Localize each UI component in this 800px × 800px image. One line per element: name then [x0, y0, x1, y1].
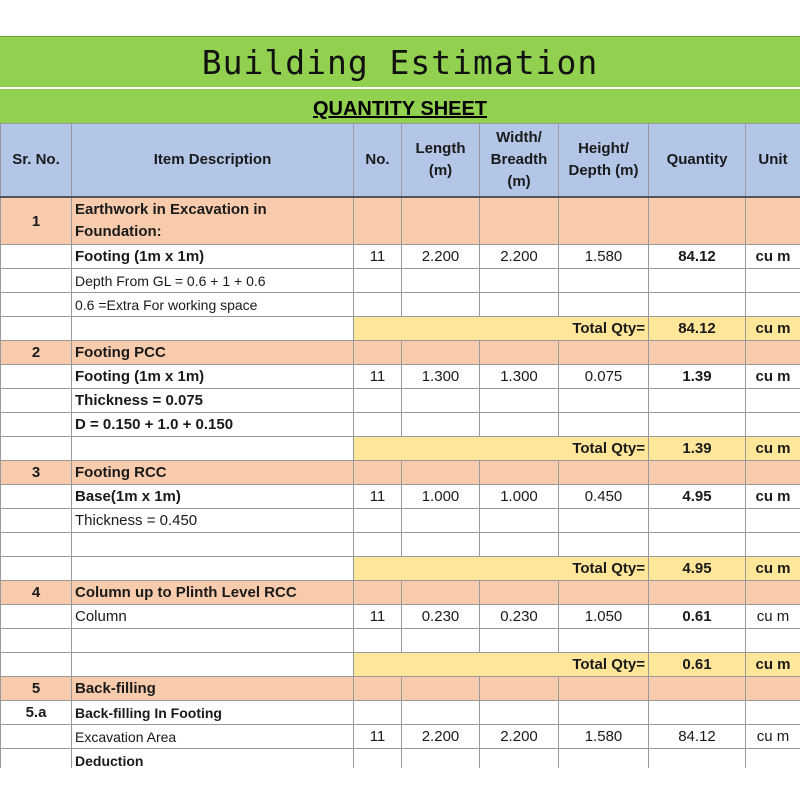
quantity-cell[interactable]: 84.12 — [649, 725, 746, 749]
quantity-cell[interactable]: 0.61 — [649, 605, 746, 629]
header-item-description[interactable]: Item Description — [72, 124, 354, 198]
empty-cell[interactable] — [72, 317, 354, 341]
empty-cell[interactable] — [72, 629, 354, 653]
empty-cell[interactable] — [1, 413, 72, 437]
header-width[interactable]: Width/ Breadth (m) — [480, 124, 559, 198]
empty-cell[interactable] — [354, 197, 402, 245]
empty-cell[interactable] — [480, 413, 559, 437]
empty-cell[interactable] — [1, 533, 72, 557]
empty-cell[interactable] — [1, 509, 72, 533]
empty-cell[interactable] — [480, 677, 559, 701]
empty-cell[interactable] — [480, 701, 559, 725]
header-no[interactable]: No. — [354, 124, 402, 198]
empty-cell[interactable] — [559, 461, 649, 485]
empty-cell[interactable] — [746, 293, 800, 317]
empty-cell[interactable] — [649, 413, 746, 437]
empty-cell[interactable] — [354, 509, 402, 533]
quantity-cell[interactable]: 4.95 — [649, 485, 746, 509]
empty-cell[interactable] — [746, 629, 800, 653]
header-length[interactable]: Length (m) — [402, 124, 480, 198]
table-row — [1, 629, 800, 653]
empty-cell[interactable] — [480, 269, 559, 293]
table-row — [1, 245, 800, 269]
empty-cell[interactable] — [354, 269, 402, 293]
sr-cell[interactable]: 3 — [1, 461, 72, 485]
empty-cell[interactable] — [649, 341, 746, 365]
empty-cell[interactable] — [1, 317, 72, 341]
item-desc[interactable]: Base(1m x 1m) — [72, 485, 354, 509]
total-unit[interactable]: cu m — [746, 653, 800, 677]
height-cell[interactable]: 1.580 — [559, 725, 649, 749]
height-cell[interactable]: 0.450 — [559, 485, 649, 509]
no-cell[interactable]: 11 — [354, 725, 402, 749]
table-row — [1, 269, 800, 293]
empty-cell[interactable] — [402, 509, 480, 533]
total-label[interactable]: Total Qty= — [354, 437, 649, 461]
empty-cell[interactable] — [559, 629, 649, 653]
sr-cell[interactable]: 2 — [1, 341, 72, 365]
empty-cell[interactable] — [72, 437, 354, 461]
total-unit[interactable]: cu m — [746, 557, 800, 581]
empty-cell[interactable] — [72, 653, 354, 677]
table-row — [1, 725, 800, 749]
total-row — [1, 437, 800, 461]
empty-cell[interactable] — [559, 389, 649, 413]
no-cell[interactable]: 11 — [354, 485, 402, 509]
width-cell[interactable]: 1.300 — [480, 365, 559, 389]
empty-cell[interactable] — [480, 581, 559, 605]
empty-cell[interactable] — [559, 269, 649, 293]
table-row — [1, 485, 800, 509]
unit-cell[interactable]: cu m — [746, 605, 800, 629]
table-row — [1, 293, 800, 317]
empty-cell[interactable] — [402, 293, 480, 317]
section-title[interactable]: Earthwork in Excavation in Foundation: — [72, 197, 354, 245]
empty-cell[interactable] — [746, 413, 800, 437]
quantity-cell[interactable]: 1.39 — [649, 365, 746, 389]
total-label[interactable]: Total Qty= — [354, 653, 649, 677]
empty-cell[interactable] — [402, 701, 480, 725]
empty-cell[interactable] — [480, 629, 559, 653]
sub-section-title[interactable]: Back-filling In Footing — [72, 701, 354, 725]
table-row — [1, 365, 800, 389]
empty-cell[interactable] — [1, 389, 72, 413]
empty-cell[interactable] — [559, 341, 649, 365]
empty-cell[interactable] — [354, 413, 402, 437]
empty-cell[interactable] — [402, 341, 480, 365]
empty-cell[interactable] — [649, 581, 746, 605]
table-row — [1, 413, 800, 437]
length-cell[interactable]: 2.200 — [402, 725, 480, 749]
note-cell[interactable]: Thickness = 0.075 — [72, 389, 354, 413]
section-row — [1, 677, 800, 701]
empty-cell[interactable] — [354, 701, 402, 725]
empty-cell[interactable] — [649, 197, 746, 245]
total-unit[interactable]: cu m — [746, 317, 800, 341]
empty-cell[interactable] — [649, 701, 746, 725]
empty-cell[interactable] — [402, 389, 480, 413]
empty-cell[interactable] — [480, 461, 559, 485]
empty-cell[interactable] — [746, 341, 800, 365]
empty-cell[interactable] — [480, 341, 559, 365]
section-title[interactable]: Footing PCC — [72, 341, 354, 365]
unit-cell[interactable]: cu m — [746, 245, 800, 269]
no-cell[interactable]: 11 — [354, 245, 402, 269]
note-cell[interactable]: Deduction — [72, 749, 354, 773]
section-row — [1, 461, 800, 485]
empty-cell[interactable] — [1, 365, 72, 389]
note-cell[interactable]: Thickness = 0.450 — [72, 509, 354, 533]
length-cell[interactable]: 1.300 — [402, 365, 480, 389]
empty-cell[interactable] — [559, 701, 649, 725]
item-desc[interactable]: Footing (1m x 1m) — [72, 245, 354, 269]
total-unit[interactable]: cu m — [746, 437, 800, 461]
item-desc[interactable]: Column — [72, 605, 354, 629]
header-height[interactable]: Height/ Depth (m) — [559, 124, 649, 198]
subtitle-banner — [0, 87, 800, 123]
empty-cell[interactable] — [1, 293, 72, 317]
sr-cell[interactable]: 5 — [1, 677, 72, 701]
section-title[interactable]: Column up to Plinth Level RCC — [72, 581, 354, 605]
table-row — [1, 509, 800, 533]
sr-cell[interactable]: 1 — [1, 197, 72, 245]
empty-cell[interactable] — [480, 533, 559, 557]
item-desc[interactable]: Footing (1m x 1m) — [72, 365, 354, 389]
empty-cell[interactable] — [72, 533, 354, 557]
unit-cell[interactable]: cu m — [746, 485, 800, 509]
note-cell[interactable]: D = 0.150 + 1.0 + 0.150 — [72, 413, 354, 437]
width-cell[interactable]: 2.200 — [480, 725, 559, 749]
empty-cell[interactable] — [480, 293, 559, 317]
table-row — [1, 533, 800, 557]
empty-cell[interactable] — [559, 581, 649, 605]
empty-cell[interactable] — [649, 461, 746, 485]
height-cell[interactable]: 1.580 — [559, 245, 649, 269]
empty-cell[interactable] — [649, 269, 746, 293]
empty-cell[interactable] — [559, 293, 649, 317]
sheet-title: Building Estimation — [201, 42, 599, 82]
height-cell[interactable]: 1.050 — [559, 605, 649, 629]
empty-cell[interactable] — [746, 701, 800, 725]
empty-cell[interactable] — [402, 629, 480, 653]
empty-cell[interactable] — [746, 389, 800, 413]
empty-cell[interactable] — [1, 653, 72, 677]
height-cell[interactable]: 0.075 — [559, 365, 649, 389]
total-quantity[interactable]: 4.95 — [649, 557, 746, 581]
empty-cell[interactable] — [480, 197, 559, 245]
empty-cell[interactable] — [746, 461, 800, 485]
empty-cell[interactable] — [354, 341, 402, 365]
sr-cell[interactable]: 4 — [1, 581, 72, 605]
sub-sr-cell[interactable]: 5.a — [1, 701, 72, 725]
empty-cell[interactable] — [746, 677, 800, 701]
empty-cell[interactable] — [649, 629, 746, 653]
empty-cell[interactable] — [72, 557, 354, 581]
empty-cell[interactable] — [402, 677, 480, 701]
no-cell[interactable]: 11 — [354, 605, 402, 629]
total-row — [1, 653, 800, 677]
total-label[interactable]: Total Qty= — [354, 557, 649, 581]
total-row — [1, 317, 800, 341]
empty-cell[interactable] — [1, 725, 72, 749]
empty-cell[interactable] — [402, 533, 480, 557]
header-quantity[interactable]: Quantity — [649, 124, 746, 198]
total-quantity[interactable]: 0.61 — [649, 653, 746, 677]
empty-cell[interactable] — [402, 413, 480, 437]
empty-cell[interactable] — [480, 389, 559, 413]
empty-cell[interactable] — [402, 197, 480, 245]
empty-cell[interactable] — [1, 605, 72, 629]
header-row — [1, 124, 800, 198]
empty-cell[interactable] — [402, 461, 480, 485]
note-cell[interactable]: Depth From GL = 0.6 + 1 + 0.6 — [72, 269, 354, 293]
quantity-cell[interactable]: 84.12 — [649, 245, 746, 269]
quantity-sheet — [0, 36, 800, 773]
section-title[interactable]: Footing RCC — [72, 461, 354, 485]
empty-cell[interactable] — [559, 509, 649, 533]
empty-cell[interactable] — [746, 197, 800, 245]
empty-cell[interactable] — [354, 677, 402, 701]
title-banner — [0, 36, 800, 87]
section-row — [1, 341, 800, 365]
total-label[interactable]: Total Qty= — [354, 317, 649, 341]
empty-cell[interactable] — [649, 509, 746, 533]
sheet-subtitle: QUANTITY SHEET — [312, 98, 488, 120]
table-row — [1, 389, 800, 413]
note-cell[interactable]: 0.6 =Extra For working space — [72, 293, 354, 317]
empty-cell[interactable] — [746, 269, 800, 293]
item-desc[interactable]: Excavation Area — [72, 725, 354, 749]
empty-cell[interactable] — [354, 293, 402, 317]
length-cell[interactable]: 0.230 — [402, 605, 480, 629]
empty-cell[interactable] — [746, 533, 800, 557]
no-cell[interactable]: 11 — [354, 365, 402, 389]
width-cell[interactable]: 1.000 — [480, 485, 559, 509]
header-unit[interactable]: Unit — [746, 124, 800, 198]
empty-cell[interactable] — [649, 533, 746, 557]
empty-cell[interactable] — [559, 533, 649, 557]
table-row — [1, 701, 800, 725]
length-cell[interactable]: 1.000 — [402, 485, 480, 509]
empty-cell[interactable] — [480, 509, 559, 533]
unit-cell[interactable]: cu m — [746, 365, 800, 389]
empty-cell[interactable] — [649, 677, 746, 701]
empty-cell[interactable] — [746, 581, 800, 605]
empty-cell[interactable] — [354, 461, 402, 485]
empty-cell[interactable] — [559, 677, 649, 701]
section-row — [1, 581, 800, 605]
header-sr-no[interactable]: Sr. No. — [1, 124, 72, 198]
width-cell[interactable]: 2.200 — [480, 245, 559, 269]
empty-cell[interactable] — [1, 437, 72, 461]
empty-cell[interactable] — [402, 269, 480, 293]
unit-cell[interactable]: cu m — [746, 725, 800, 749]
empty-cell[interactable] — [354, 389, 402, 413]
total-row — [1, 557, 800, 581]
length-cell[interactable]: 2.200 — [402, 245, 480, 269]
section-row — [1, 197, 800, 245]
empty-cell[interactable] — [402, 581, 480, 605]
empty-cell[interactable] — [1, 269, 72, 293]
bottom-mask — [0, 768, 800, 800]
empty-cell[interactable] — [1, 629, 72, 653]
total-quantity[interactable]: 84.12 — [649, 317, 746, 341]
estimation-table — [0, 123, 800, 773]
empty-cell[interactable] — [649, 389, 746, 413]
empty-cell[interactable] — [354, 581, 402, 605]
empty-cell[interactable] — [559, 413, 649, 437]
empty-cell[interactable] — [746, 509, 800, 533]
section-title[interactable]: Back-filling — [72, 677, 354, 701]
empty-cell[interactable] — [354, 533, 402, 557]
empty-cell[interactable] — [354, 629, 402, 653]
empty-cell[interactable] — [1, 557, 72, 581]
width-cell[interactable]: 0.230 — [480, 605, 559, 629]
empty-cell[interactable] — [1, 245, 72, 269]
empty-cell[interactable] — [649, 293, 746, 317]
total-quantity[interactable]: 1.39 — [649, 437, 746, 461]
empty-cell[interactable] — [559, 197, 649, 245]
empty-cell[interactable] — [1, 485, 72, 509]
table-row — [1, 605, 800, 629]
